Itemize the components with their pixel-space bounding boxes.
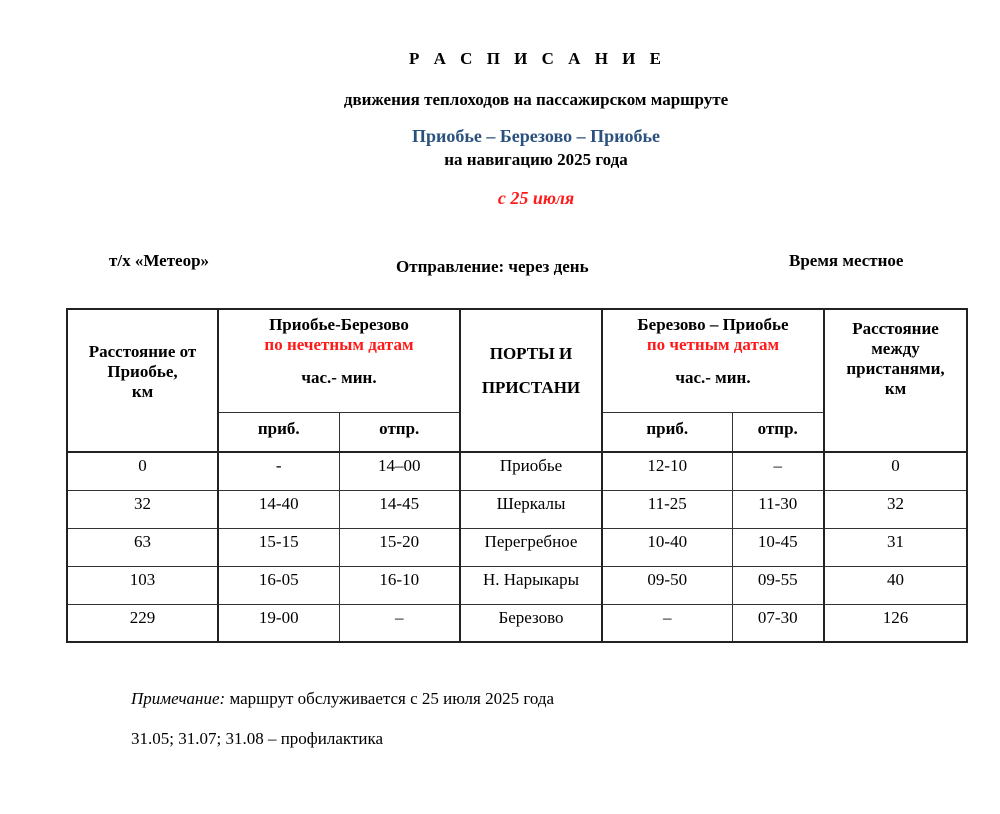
cell-distance-from: 63	[67, 528, 218, 566]
cell-distance-from: 0	[67, 452, 218, 490]
header-line: между	[871, 339, 920, 358]
header-backward-departure: отпр.	[732, 412, 824, 452]
cell-forward-departure: 15-20	[339, 528, 460, 566]
ports-line: ПОРТЫ И	[489, 344, 573, 363]
cell-port: Н. Нарыкары	[460, 566, 602, 604]
header-backward-direction	[602, 309, 824, 412]
cell-forward-arrival: 16-05	[218, 566, 339, 604]
forward-unit: час.- мин.	[301, 368, 377, 387]
header-backward-arrival: приб.	[602, 412, 732, 452]
cell-backward-departure: 07-30	[732, 604, 824, 642]
ports-line: ПРИСТАНИ	[481, 378, 581, 397]
effective-date: с 25 июля	[497, 188, 575, 208]
cell-port: Перегребное	[460, 528, 602, 566]
cell-port: Приобье	[460, 452, 602, 490]
cell-backward-arrival: 12-10	[602, 452, 732, 490]
cell-distance-between: 40	[824, 566, 967, 604]
cell-forward-departure: –	[339, 604, 460, 642]
cell-backward-arrival: –	[602, 604, 732, 642]
table-row	[67, 490, 967, 528]
backward-unit: час.- мин.	[675, 368, 751, 387]
cell-backward-departure: –	[732, 452, 824, 490]
table-row	[67, 528, 967, 566]
cell-backward-departure: 11-30	[732, 490, 824, 528]
cell-distance-between: 31	[824, 528, 967, 566]
navigation-season: на навигацию 2025 года	[444, 150, 628, 169]
cell-forward-arrival: 14-40	[218, 490, 339, 528]
cell-forward-arrival: 15-15	[218, 528, 339, 566]
time-zone-note: Время местное	[789, 251, 904, 270]
header-line: км	[131, 382, 154, 401]
ship-name: т/х «Метеор»	[109, 251, 210, 270]
cell-distance-from: 229	[67, 604, 218, 642]
cell-backward-departure: 09-55	[732, 566, 824, 604]
cell-backward-arrival: 10-40	[602, 528, 732, 566]
cell-forward-departure: 16-10	[339, 566, 460, 604]
header-line: пристанями,	[846, 359, 945, 378]
cell-backward-arrival: 11-25	[602, 490, 732, 528]
header-distance-from	[67, 309, 218, 452]
cell-port: Шеркалы	[460, 490, 602, 528]
header-line: Расстояние	[852, 319, 939, 338]
document-subtitle: движения теплоходов на пассажирском маршруте	[343, 90, 729, 109]
header-ports	[460, 309, 602, 452]
table-row	[67, 566, 967, 604]
maintenance-note: 31.05; 31.07; 31.08 – профилактика	[131, 729, 384, 748]
note	[131, 689, 554, 709]
table-row	[67, 604, 967, 642]
header-line: км	[884, 379, 907, 398]
note-label: Примечание:	[131, 689, 226, 708]
forward-title: Приобье-Березово	[269, 315, 409, 334]
header-forward-arrival: приб.	[218, 412, 339, 452]
cell-distance-between: 126	[824, 604, 967, 642]
header-distance-between	[824, 309, 967, 452]
route-name: Приобье – Березово – Приобье	[412, 126, 660, 146]
departure-frequency: Отправление: через день	[396, 257, 589, 276]
table-row	[67, 452, 967, 490]
document-title: Р А С П И С А Н И Е	[409, 49, 666, 68]
cell-distance-from: 32	[67, 490, 218, 528]
cell-distance-from: 103	[67, 566, 218, 604]
cell-forward-departure: 14-45	[339, 490, 460, 528]
cell-distance-between: 0	[824, 452, 967, 490]
cell-port: Березово	[460, 604, 602, 642]
cell-forward-arrival: -	[218, 452, 339, 490]
cell-distance-between: 32	[824, 490, 967, 528]
schedule-table	[66, 308, 968, 643]
cell-backward-departure: 10-45	[732, 528, 824, 566]
note-text: маршрут обслуживается с 25 июля 2025 года	[225, 689, 555, 708]
header-forward-departure: отпр.	[339, 412, 460, 452]
cell-backward-arrival: 09-50	[602, 566, 732, 604]
cell-forward-arrival: 19-00	[218, 604, 339, 642]
cell-forward-departure: 14–00	[339, 452, 460, 490]
backward-days: по четным датам	[646, 335, 780, 354]
forward-days: по нечетным датам	[264, 335, 414, 354]
header-line: Приобье,	[107, 362, 178, 381]
header-line: Расстояние от	[88, 342, 197, 361]
header-forward-direction	[218, 309, 460, 412]
backward-title: Березово – Приобье	[637, 315, 789, 334]
